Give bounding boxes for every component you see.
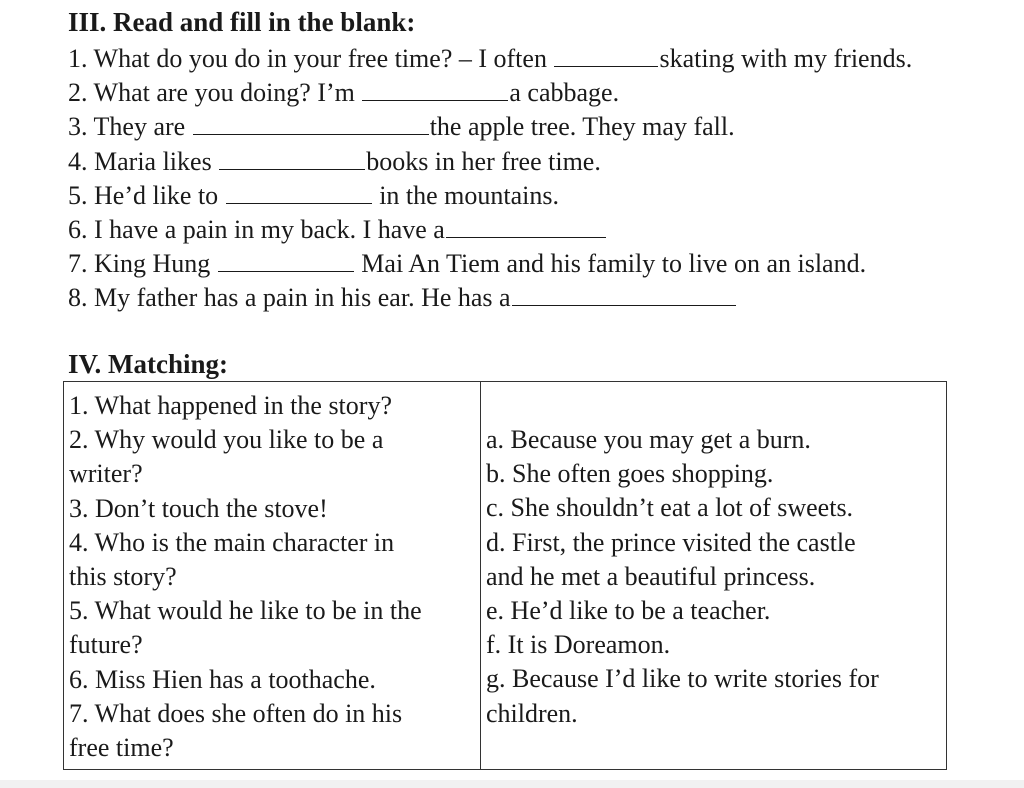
answer-blank-1[interactable] <box>554 44 658 67</box>
matching-question-line: this story? <box>69 561 177 591</box>
answer-blank-8[interactable] <box>512 283 736 306</box>
matching-question-line: 4. Who is the main character in <box>69 527 395 557</box>
answer-blank-6[interactable] <box>446 215 606 238</box>
answer-blank-2[interactable] <box>362 78 508 101</box>
matching-answer-line: f. It is Doreamon. <box>486 630 671 660</box>
matching-answer-line: d. First, the prince visited the castle <box>486 527 856 557</box>
question-text: 4. Maria likes <box>68 146 219 176</box>
answer-blank-3[interactable] <box>193 112 429 135</box>
question-text: books in her free time. <box>366 146 601 176</box>
matching-answer-line: a. Because you may get a burn. <box>486 425 811 454</box>
matching-question-line: 5. What would he like to be in the <box>69 596 422 626</box>
question-7 <box>68 247 1018 281</box>
matching-question-line: 7. What does she often do in his <box>69 698 403 728</box>
matching-answer-line: and he met a beautiful princess. <box>486 561 816 591</box>
section-3-title: III. Read and fill in the blank: <box>68 7 416 37</box>
question-5 <box>68 179 1018 213</box>
question-text: 8. My father has a pain in his ear. He has a <box>68 283 511 313</box>
question-2 <box>68 76 1018 110</box>
question-text: skating with my friends. <box>659 44 913 73</box>
matching-table <box>63 381 947 770</box>
matching-answers-column <box>481 382 946 769</box>
matching-answer-line: g. Because I’d like to write stories for <box>486 664 879 694</box>
matching-answer-line: b. She often goes shopping. <box>486 459 774 489</box>
question-text: 3. They are <box>68 112 192 142</box>
question-text: a cabbage. <box>509 78 620 108</box>
question-3 <box>68 110 1018 144</box>
answer-blank-5[interactable] <box>226 181 372 204</box>
question-text: in the mountains. <box>372 180 560 210</box>
fill-blank-list <box>68 42 1018 316</box>
question-8 <box>68 281 1018 315</box>
matching-question-line: 2. Why would you like to be a <box>69 425 384 455</box>
question-text: Mai An Tiem and his family to live on an island. <box>354 249 867 279</box>
question-4 <box>68 145 1018 179</box>
matching-question-line: 6. Miss Hien has a toothache. <box>69 664 376 694</box>
question-text: 7. King Hung <box>68 249 217 279</box>
answer-blank-7[interactable] <box>218 249 354 272</box>
matching-questions-column <box>64 382 481 769</box>
matching-answer-line: c. She shouldn’t eat a lot of sweets. <box>486 493 854 523</box>
question-text: 1. What do you do in your free time? – I often <box>68 44 554 73</box>
question-text: 6. I have a pain in my back. I have a <box>68 214 445 244</box>
section-4-title: IV. Matching: <box>68 349 229 379</box>
matching-question-line: 1. What happened in the story? <box>69 391 392 420</box>
matching-question-line: future? <box>69 630 143 660</box>
page-bottom-edge <box>0 780 1024 788</box>
question-1 <box>68 42 1018 76</box>
matching-answer-line: children. <box>486 698 578 728</box>
matching-question-line: writer? <box>69 459 143 489</box>
answer-blank-4[interactable] <box>219 147 365 170</box>
question-text: 2. What are you doing? I’m <box>68 78 362 108</box>
matching-answer-line: e. He’d like to be a teacher. <box>486 595 771 625</box>
question-text: 5. He’d like to <box>68 180 225 210</box>
matching-question-line: 3. Don’t touch the stove! <box>69 493 328 523</box>
question-text: the apple tree. They may fall. <box>429 112 735 142</box>
question-6 <box>68 213 1018 247</box>
matching-question-line: free time? <box>69 732 174 762</box>
